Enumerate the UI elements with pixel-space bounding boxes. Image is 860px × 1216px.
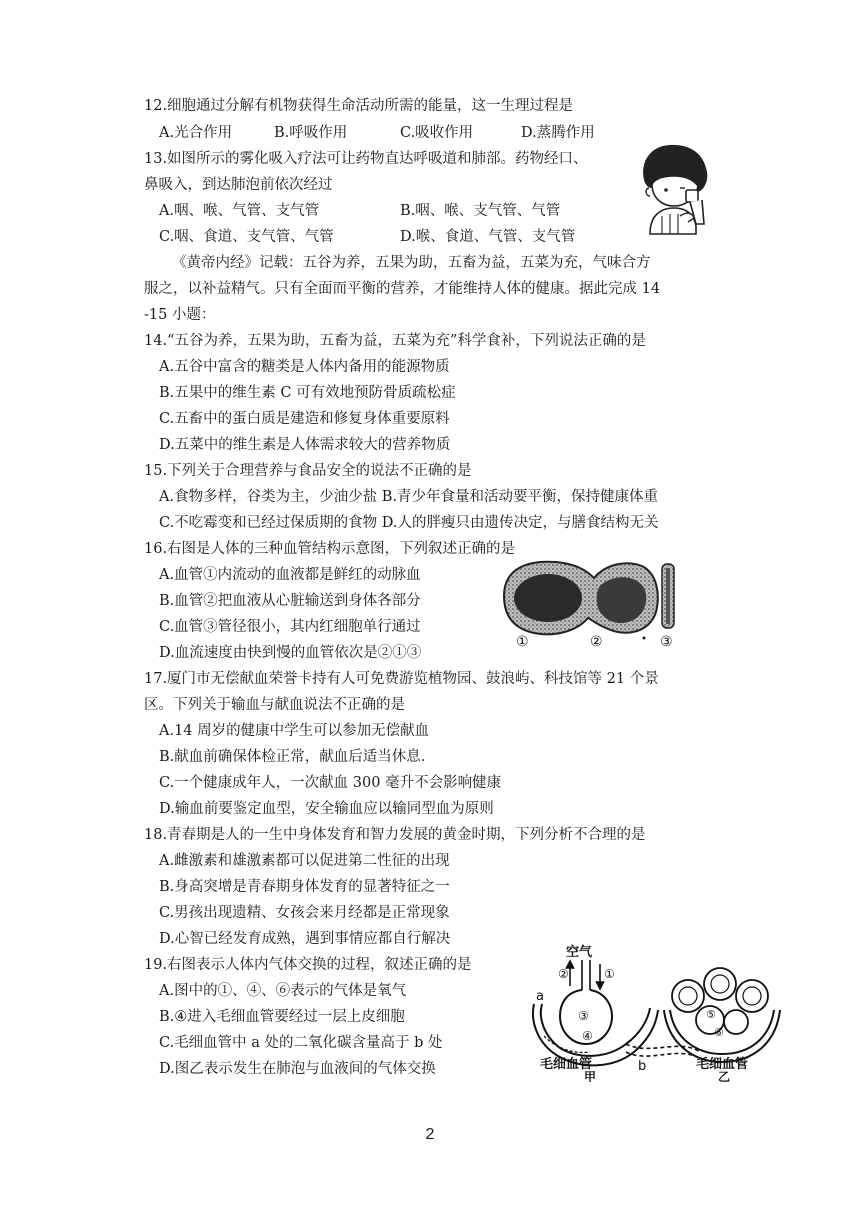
- label-jia: 甲: [584, 1070, 597, 1082]
- q13-option-d: D.喉、食道、气管、支气管: [400, 229, 576, 245]
- vessel-label-3: ③: [660, 634, 673, 650]
- q19-option-a: A.图中的①、④、⑥表示的气体是氧气: [159, 983, 407, 999]
- q14-option-b: B.五果中的维生素 C 可有效地预防骨质疏松症: [159, 385, 456, 401]
- q16-stem: 16.右图是人体的三种血管结构示意图，下列叙述正确的是: [144, 541, 516, 557]
- capillary-label-jia: 毛细血管: [540, 1057, 593, 1072]
- q15-options-cd: C.不吃霉变和已经过保质期的食物 D.人的胖瘦只由遗传决定，与膳食结构无关: [159, 515, 659, 531]
- q17-option-b: B.献血前确保体检正常，献血后适当休息.: [159, 749, 426, 765]
- label-yi: 乙: [718, 1070, 731, 1082]
- q19-option-b: B.④进入毛细血管要经过一层上皮细胞: [159, 1009, 405, 1025]
- q12-stem: 12.细胞通过分解有机物获得生命活动所需的能量，这一生理过程是: [144, 98, 574, 114]
- q17-option-d: D.输血前要鉴定血型，安全输血应以输同型血为原则: [159, 801, 494, 817]
- q17-option-a: A.14 周岁的健康中学生可以参加无偿献血: [159, 723, 430, 739]
- q19-option-d: D.图乙表示发生在肺泡与血液间的气体交换: [159, 1061, 436, 1077]
- q19-stem: 19.右图表示人体内气体交换的过程，叙述正确的是: [144, 957, 472, 973]
- marker-4: ④: [582, 1029, 593, 1043]
- q16-option-a: A.血管①内流动的血液都是鲜红的动脉血: [159, 567, 421, 583]
- page-number: 2: [425, 1126, 435, 1143]
- intro-line3: -15 小题：: [144, 307, 216, 323]
- q14-option-d: D.五菜中的维生素是人体需求较大的营养物质: [159, 437, 451, 453]
- q14-option-a: A.五谷中富含的糖类是人体内备用的能源物质: [159, 359, 450, 375]
- q16-option-b: B.血管②把血液从心脏输送到身体各部分: [159, 593, 421, 609]
- q14-option-c: C.五畜中的蛋白质是建造和修复身体重要原料: [159, 411, 450, 427]
- intro-line2: 服之，以补益精气。只有全面而平衡的营养，才能维持人体的健康。据此完成 14: [144, 281, 661, 297]
- marker-3: ③: [578, 1009, 589, 1023]
- q17-stem-line2: 区。下列关于输血与献血说法不正确的是: [144, 697, 405, 713]
- blood-vessel-figure: [496, 556, 692, 652]
- q13-stem-line1: 13.如图所示的雾化吸入疗法可让药物直达呼吸道和肺部。药物经口、: [144, 151, 588, 167]
- q17-stem-line1: 17.厦门市无偿献血荣誉卡持有人可免费游览植物园、鼓浪屿、科技馆等 21 个景: [144, 671, 659, 687]
- intro-line1: 《黄帝内经》记载：五谷为养，五果为助，五畜为益，五菜为充，气味合方: [172, 255, 651, 271]
- nebulizer-child-illustration: [636, 142, 718, 236]
- label-a: a: [536, 989, 544, 1004]
- label-b: b: [638, 1059, 647, 1074]
- air-label: 空气: [566, 945, 593, 960]
- vessel-label-1: ①: [516, 634, 529, 650]
- q16-option-d: D.血流速度由快到慢的血管依次是②①③: [159, 645, 422, 661]
- q15-options-ab: A.食物多样，谷类为主，少油少盐 B.青少年食量和活动要平衡，保持健康体重: [159, 489, 658, 505]
- marker-5: ⑤: [706, 1008, 716, 1021]
- q14-stem: 14.“五谷为养，五果为助，五畜为益，五菜为充”科学食补，下列说法正确的是: [144, 333, 646, 349]
- q12-option-d: D.蒸腾作用: [521, 125, 595, 141]
- gas-exchange-figure: [530, 940, 790, 1082]
- marker-6: ⑥: [714, 1026, 724, 1039]
- q19-option-c: C.毛细血管中 a 处的二氧化碳含量高于 b 处: [159, 1035, 443, 1051]
- marker-1: ①: [604, 967, 615, 981]
- marker-2: ②: [558, 967, 569, 981]
- q12-option-c: C.吸收作用: [400, 125, 474, 141]
- q13-option-b: B.咽、喉、支气管、气管: [400, 203, 561, 219]
- q18-stem: 18.青春期是人的一生中身体发育和智力发展的黄金时期，下列分析不合理的是: [144, 827, 646, 843]
- q12-option-b: B.呼吸作用: [274, 125, 348, 141]
- q18-option-a: A.雌激素和雄激素都可以促进第二性征的出现: [159, 853, 450, 869]
- q18-option-b: B.身高突增是青春期身体发育的显著特征之一: [159, 879, 450, 895]
- q15-stem: 15.下列关于合理营养与食品安全的说法不正确的是: [144, 463, 472, 479]
- vessel-label-2: ②: [590, 634, 603, 650]
- q16-option-c: C.血管③管径很小，其内红细胞单行通过: [159, 619, 421, 635]
- q13-option-c: C.咽、食道、支气管、气管: [159, 229, 334, 245]
- q13-stem-line2: 鼻吸入，到达肺泡前依次经过: [144, 177, 333, 193]
- q12-option-a: A.光合作用: [159, 125, 233, 141]
- q13-option-a: A.咽、喉、气管、支气管: [159, 203, 320, 219]
- q18-option-d: D.心智已经发育成熟，遇到事情应都自行解决: [159, 931, 451, 947]
- capillary-label-yi: 毛细血管: [696, 1057, 749, 1072]
- q17-option-c: C.一个健康成年人，一次献血 300 毫升不会影响健康: [159, 775, 502, 791]
- q18-option-c: C.男孩出现遗精、女孩会来月经都是正常现象: [159, 905, 450, 921]
